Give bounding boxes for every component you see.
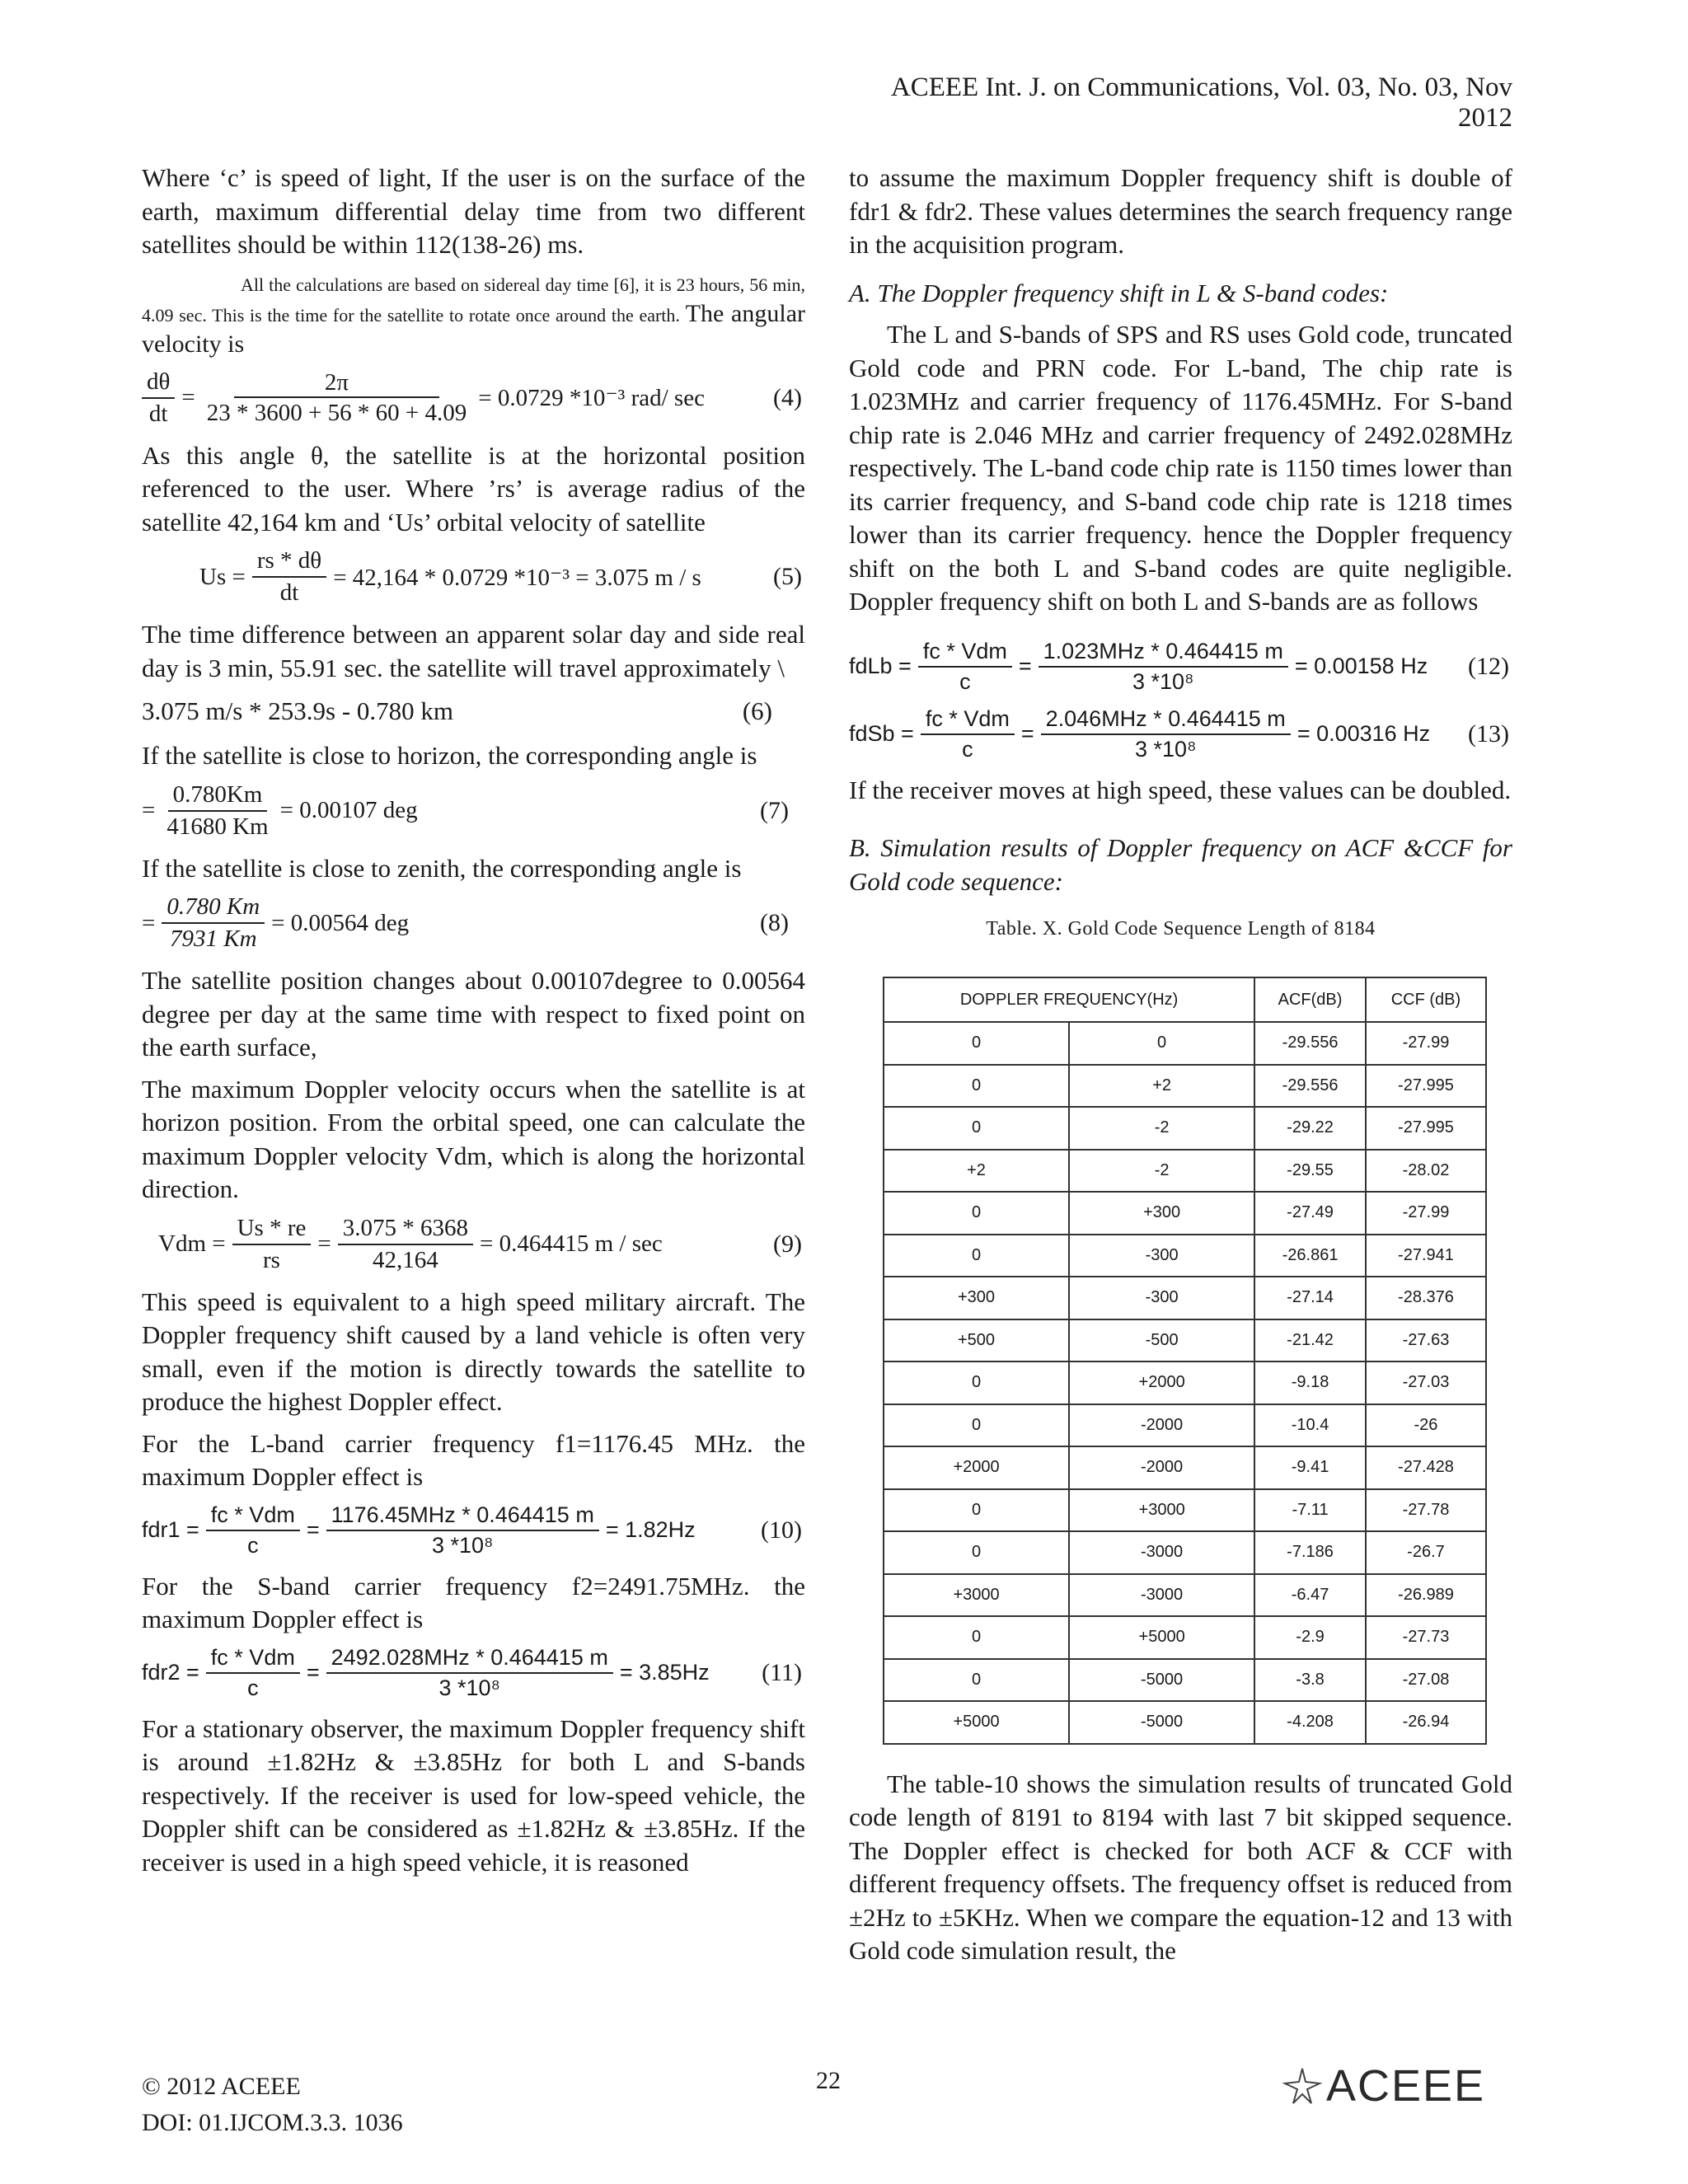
table-cell: -5000 (1069, 1701, 1254, 1744)
equation-9: Vdm = $\frac{Us * re}{rs}$ = $\frac{3.075 * 6368}{42,164}$ = 0.464415 m / sec (9) (142, 1215, 805, 1274)
paragraph: to assume the maximum Doppler frequency shift is double of fdr1 & fdr2. These values determines the search frequency range in the acquisition program. (849, 163, 1512, 259)
equation-5: Us = $\frac{rs * d\theta}{dt}$ = 42,164 * 0.0729 *10⁻³ = 3.075 m / s (5) (142, 547, 805, 607)
table-cell: -10.4 (1254, 1404, 1366, 1447)
table-row (884, 1022, 1486, 1065)
left-column (142, 162, 805, 1887)
table-cell: 0 (884, 1065, 1069, 1108)
table-cell: -28.376 (1366, 1277, 1486, 1319)
table-cell: 0 (884, 1107, 1069, 1150)
equation-number: (6) (742, 696, 772, 725)
fraction: $\frac{d\theta}{dt}$ (142, 368, 175, 428)
table-cell: -29.556 (1254, 1065, 1366, 1108)
table-cell: -7.186 (1254, 1531, 1366, 1574)
table-cell: -3000 (1069, 1531, 1254, 1574)
right-column (849, 162, 1512, 1976)
paragraph: The time difference between an apparent solar day and side real day is 3 min, 55.91 sec. the satellite will travel approximately \ (142, 620, 805, 682)
header-acf: ACF(dB) (1254, 977, 1366, 1022)
equation-7: = $\frac{0.780Km}{41680 Km}$ = 0.00107 deg (7) (142, 781, 805, 841)
paragraph (142, 270, 805, 360)
table-cell: 0 (884, 1616, 1069, 1659)
table-cell: -27.99 (1366, 1022, 1486, 1065)
equation-11: fdr2 = $\frac{\text{fc * Vdm}}{c}$ = $\frac{\text{2492.028MHz * 0.464415 m}}{\text{3 *10⁸}}$ = 3.85Hz (11) (142, 1645, 805, 1701)
table-cell: -27.73 (1366, 1616, 1486, 1659)
table-cell: 0 (884, 1404, 1069, 1447)
table-cell: 0 (884, 1235, 1069, 1277)
table-row (884, 1319, 1486, 1362)
paragraph: Where ‘c’ is speed of light, If the user is on the surface of the earth, maximum differential delay time from two different satellites should be within 112(138-26) ms. (142, 163, 805, 259)
table-cell: +500 (884, 1319, 1069, 1362)
table-cell: -27.941 (1366, 1235, 1486, 1277)
table-cell: -27.99 (1366, 1192, 1486, 1235)
paragraph: As this angle θ, the satellite is at the horizontal position referenced to the user. Where ’rs’ is average radius of the satellite 42,164 km and ‘Us’ orbital velocity of satellite (142, 440, 805, 537)
table-row (884, 1404, 1486, 1447)
inline-text: The angular velocity is (142, 299, 806, 358)
section-heading: B. Simulation results of Doppler frequency on ACF &CCF for Gold code sequence: (849, 833, 1512, 896)
paragraph: If the satellite is close to zenith, the corresponding angle is (142, 853, 742, 883)
table-cell: 0 (1069, 1022, 1254, 1065)
table-cell: -2000 (1069, 1404, 1254, 1447)
fraction: $\frac{\text{2.046MHz * 0.464415 m}}{\text{3 *10⁸}}$ (1041, 706, 1291, 762)
table-cell: -4.208 (1254, 1701, 1366, 1744)
table-cell: 0 (884, 1192, 1069, 1235)
table-cell: +300 (884, 1277, 1069, 1319)
table-cell: -6.47 (1254, 1574, 1366, 1617)
header-ccf: CCF (dB) (1366, 977, 1486, 1022)
journal-header: ACEEE Int. J. on Communications, Vol. 03, No. 03, Nov 2012 (890, 73, 1512, 133)
equation-number: (11) (762, 1658, 802, 1686)
table-cell: -27.14 (1254, 1277, 1366, 1319)
table-row (884, 1446, 1486, 1489)
equation-number: (8) (760, 909, 789, 936)
equation-number: (13) (1468, 719, 1509, 748)
equation-number: (5) (773, 563, 802, 590)
table-cell: -26 (1366, 1404, 1486, 1447)
table-cell: 0 (884, 1531, 1069, 1574)
table-cell: -21.42 (1254, 1319, 1366, 1362)
fraction: $\frac{2\pi}{23 * 3600 + 56 * 60 + 4.09}$ (206, 368, 467, 426)
table-cell: 0 (884, 1659, 1069, 1702)
header-doppler: DOPPLER FREQUENCY(Hz) (884, 977, 1254, 1022)
paragraph: If the satellite is close to horizon, the corresponding angle is (142, 741, 757, 770)
table-body (884, 1022, 1486, 1744)
table-header-row (884, 977, 1486, 1022)
table-cell: +3000 (884, 1574, 1069, 1617)
table-cell: +3000 (1069, 1489, 1254, 1532)
equation-number: (12) (1468, 652, 1509, 680)
table-cell: -500 (1069, 1319, 1254, 1362)
table-cell: -2 (1069, 1150, 1254, 1193)
table-cell: +2000 (884, 1446, 1069, 1489)
paragraph: For the S-band carrier frequency f2=2491.75MHz. the maximum Doppler effect is (142, 1571, 805, 1633)
table-cell: -3000 (1069, 1574, 1254, 1617)
table-row (884, 1489, 1486, 1532)
paragraph: This speed is equivalent to a high speed military aircraft. The Doppler frequency shift caused by a land vehicle is often very small, even if the motion is directly towards the satellite to produce the highest Doppler effect. (142, 1286, 805, 1416)
table-cell: -27.995 (1366, 1065, 1486, 1108)
star-icon (1282, 2065, 1323, 2107)
fraction: $\frac{rs * d\theta}{dt}$ (252, 547, 326, 607)
table-cell: -7.11 (1254, 1489, 1366, 1532)
table-cell: +2 (1069, 1065, 1254, 1108)
page-number: 22 (816, 2067, 841, 2094)
table-row (884, 1107, 1486, 1150)
paragraph: The L and S-bands of SPS and RS uses Gold code, truncated Gold code and PRN code. For L-band, The chip rate is 1.023MHz and carrier frequency of 1176.45MHz. For S-band chip rate is 2.046 MHz and carrier frequency of 2492.028MHz respectively. The L-band code chip rate is 1150 times lower than its carrier frequency, and S-band code chip rate is 1218 times lower than its carrier frequency. hence the Doppler frequency shift on the both L and S-band codes are quite negligible. Doppler frequency shift on both L and S-bands are as follows (849, 320, 1512, 616)
table-row (884, 1659, 1486, 1702)
table-cell: -27.49 (1254, 1192, 1366, 1235)
table-cell: -2.9 (1254, 1616, 1366, 1659)
table-row (884, 1235, 1486, 1277)
table-cell: -26.94 (1366, 1701, 1486, 1744)
fraction: $\frac{\text{fc * Vdm}}{c}$ (921, 706, 1015, 762)
table-cell: -27.08 (1366, 1659, 1486, 1702)
table-cell: -29.55 (1254, 1150, 1366, 1193)
table-cell: -27.63 (1366, 1319, 1486, 1362)
table-cell: -26.7 (1366, 1531, 1486, 1574)
table-cell: -2 (1069, 1107, 1254, 1150)
table-row (884, 1701, 1486, 1744)
table-cell: -28.02 (1366, 1150, 1486, 1193)
table-cell: 0 (884, 1489, 1069, 1532)
equation-number: (4) (773, 383, 802, 411)
paragraph: If the receiver moves at high speed, these values can be doubled. (849, 775, 1512, 804)
table-row (884, 1150, 1486, 1193)
table-cell: -27.03 (1366, 1361, 1486, 1404)
fraction: $\frac{\text{1.023MHz * 0.464415 m}}{\text{3 *10⁸}}$ (1039, 639, 1288, 695)
table-cell: 0 (884, 1361, 1069, 1404)
table-cell: -3.8 (1254, 1659, 1366, 1702)
table-cell: -26.861 (1254, 1235, 1366, 1277)
fraction: $\frac{\text{fc * Vdm}}{c}$ (206, 1645, 300, 1701)
table-row (884, 1065, 1486, 1108)
section-heading: A. The Doppler frequency shift in L & S-band codes: (849, 278, 1389, 307)
table-row (884, 1361, 1486, 1404)
table-cell: -26.989 (1366, 1574, 1486, 1617)
table-cell: -300 (1069, 1277, 1254, 1319)
publisher-logo (1282, 2060, 1485, 2111)
table-cell: +2 (884, 1150, 1069, 1193)
copyright: © 2012 ACEEE (142, 2073, 301, 2100)
equation-4: $\frac{d\theta}{dt}$ = $\frac{2\pi}{23 * 3600 + 56 * 60 + 4.09}$ = 0.0729 *10⁻³ rad/ sec (4) (142, 368, 805, 428)
equation-12: fdLb = $\frac{\text{fc * Vdm}}{c}$ = $\frac{\text{1.023MHz * 0.464415 m}}{\text{3 *10⁸}}$ = 0.00158 Hz (12) (849, 639, 1512, 695)
paragraph: For the L-band carrier frequency f1=1176.45 MHz. the maximum Doppler effect is (142, 1428, 805, 1491)
paragraph: The satellite position changes about 0.00107degree to 0.00564 degree per day at the same time with respect to fixed point on the earth surface, (142, 966, 805, 1062)
fraction: $\frac{0.780Km}{41680 Km}$ (166, 780, 269, 840)
logo-text: ACEEE (1326, 2061, 1486, 2111)
table-cell: -9.18 (1254, 1361, 1366, 1404)
table-cell: -5000 (1069, 1659, 1254, 1702)
table-cell: 0 (884, 1022, 1069, 1065)
table-cell: +300 (1069, 1192, 1254, 1235)
table-cell: -300 (1069, 1235, 1254, 1277)
fraction: $\frac{\text{2492.028MHz * 0.464415 m}}{\text{3 *10⁸}}$ (326, 1645, 613, 1701)
table-cell: -29.22 (1254, 1107, 1366, 1150)
equation-number: (9) (773, 1230, 802, 1258)
fraction: $\frac{0.780 Km}{7931 Km}$ (162, 893, 265, 953)
table-row (884, 1277, 1486, 1319)
table-cell: +5000 (1069, 1616, 1254, 1659)
table-row (884, 1574, 1486, 1617)
table-row (884, 1192, 1486, 1235)
table-cell: -2000 (1069, 1446, 1254, 1489)
fraction: $\frac{\text{fc * Vdm}}{c}$ (918, 639, 1012, 695)
fraction: $\frac{3.075 * 6368}{42,164}$ (338, 1215, 473, 1274)
equation-13: fdSb = $\frac{\text{fc * Vdm}}{c}$ = $\frac{\text{2.046MHz * 0.464415 m}}{\text{3 *10⁸}}$ = 0.00316 Hz (13) (849, 706, 1512, 762)
table-caption: Table. X. Gold Code Sequence Length of 8184 (986, 918, 1376, 940)
table-cell: -29.556 (1254, 1022, 1366, 1065)
equation-number: (10) (761, 1516, 802, 1544)
equation-6: 3.075 m/s * 253.9s - 0.780 km (6) (142, 696, 805, 726)
table-cell: -27.78 (1366, 1489, 1486, 1532)
doi: DOI: 01.IJCOM.3.3. 1036 (142, 2109, 403, 2136)
equation-10: fdr1 = $\frac{\text{fc * Vdm}}{c}$ = $\frac{\text{1176.45MHz * 0.464415 m}}{\text{3 *10⁸}}$ = 1.82Hz (10) (142, 1502, 805, 1558)
small-text: All the calculations are based on sidereal day time [6], it is 23 hours, 56 min, 4.09 sec. This is the time for the satellite to rotate once around the earth. (142, 274, 805, 326)
table-cell: -27.995 (1366, 1107, 1486, 1150)
table-cell: -27.428 (1366, 1446, 1486, 1489)
fraction: $\frac{\text{1176.45MHz * 0.464415 m}}{\text{3 *10⁸}}$ (326, 1502, 599, 1558)
fraction: $\frac{\text{fc * Vdm}}{c}$ (206, 1502, 300, 1558)
equation-number: (7) (760, 796, 789, 824)
table-row (884, 1616, 1486, 1659)
equation-8: = $\frac{0.780 Km}{7931 Km}$ = 0.00564 deg (8) (142, 893, 805, 953)
table-cell: +5000 (884, 1701, 1069, 1744)
table-cell: -9.41 (1254, 1446, 1366, 1489)
table-cell: +2000 (1069, 1361, 1254, 1404)
paragraph: The maximum Doppler velocity occurs when the satellite is at horizon position. From the orbital speed, one can calculate the maximum Doppler velocity Vdm, which is along the horizontal direction. (142, 1074, 805, 1203)
table-row (884, 1531, 1486, 1574)
fraction: $\frac{Us * re}{rs}$ (232, 1215, 312, 1274)
paragraph: The table-10 shows the simulation results of truncated Gold code length of 8191 to 8194 with last 7 bit skipped sequence. The Doppler effect is checked for both ACF & CCF with different frequency offsets. The frequency offset is reduced from ±2Hz to ±5KHz. When we compare the equation-12 and 13 with Gold code simulation result, the (849, 1769, 1512, 1965)
footer-left (142, 2069, 403, 2141)
paragraph: For a stationary observer, the maximum Doppler frequency shift is around ±1.82Hz & ±3.85Hz for both L and S-bands respectively. If the receiver is used for low-speed vehicle, the Doppler shift can be considered as ±1.82Hz & ±3.85Hz. If the receiver is used in a high speed vehicle, it is reasoned (142, 1713, 805, 1877)
doppler-results-table (883, 977, 1487, 1745)
